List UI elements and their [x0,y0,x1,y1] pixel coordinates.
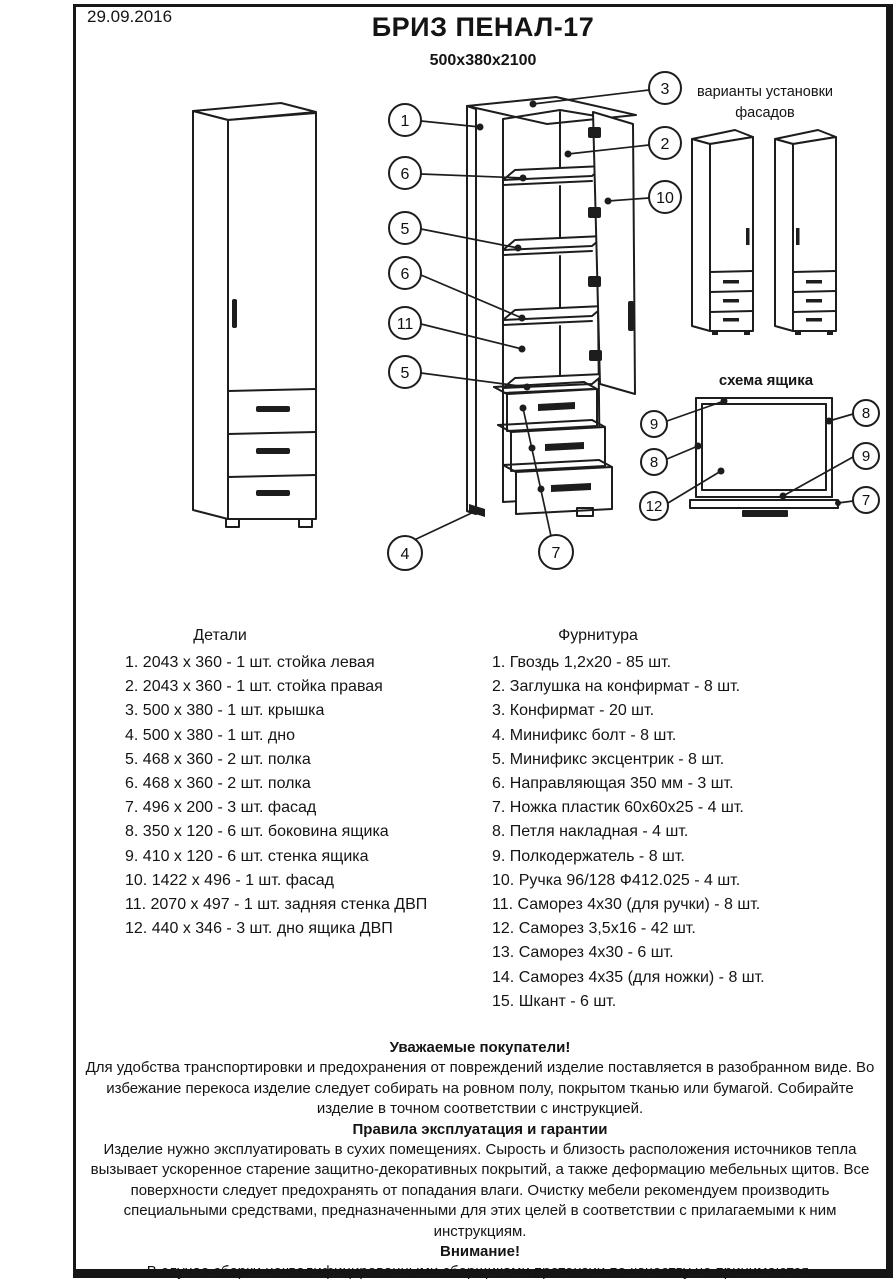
left-side-panel [467,106,476,514]
callout-label: 10 [656,190,674,207]
hardware-list-item: 3. Конфирмат - 20 шт. [492,702,655,720]
parts-list-item: 6. 468 х 360 - 2 шт. полка [125,775,311,793]
callout-9-left [641,411,667,437]
drawer-handle [806,299,822,303]
drawer-handle [806,318,822,322]
callout-label: 7 [861,492,871,509]
drawer-scheme [690,398,838,517]
hardware-list-item: 1. Гвоздь 1,2х20 - 85 шт. [492,654,672,671]
drawer-facade-top-view [690,500,838,508]
callout-6b [389,257,421,289]
warning-title: Внимание! [440,1243,520,1261]
callout-label: 8 [649,454,659,471]
callout-11 [389,307,421,339]
drawer-scheme-label: схема ящика [718,372,814,389]
product-dimensions: 500х380х2100 [429,52,537,69]
callout-8-right [853,400,879,426]
hardware-list-title: Фурнитура [558,627,638,644]
callout-label: 5 [400,365,410,382]
cabinet-foot [827,331,833,335]
parts-list-item: 3. 500 х 380 - 1 шт. крышка [125,702,325,720]
hardware-list-item: 6. Направляющая 350 мм - 3 шт. [492,775,734,793]
hardware-list-item: 4. Минификс болт - 8 шт. [492,726,677,744]
greeting-text: Для удобства транспортировки и предохранения от повреждений изделие поставляется в разобранном виде. Во избежание перекоса изделие следует собирать на ровном полу, покрытом тканью или бумагой. Собирайте изделие в точном соответствии с инструкцией. [85,1059,875,1118]
hardware-list-item: 15. Шкант - 6 шт. [492,992,617,1010]
drawer-handle [723,280,739,284]
callout-2 [649,127,681,159]
parts-list-item: 12. 440 х 346 - 3 шт. дно ящика ДВП [125,920,393,938]
callout-label: 9 [649,416,659,433]
callout-label: 7 [551,545,561,562]
callout-6 [389,157,421,189]
callout-5b [389,356,421,388]
parts-list-item: 10. 1422 х 496 - 1 шт. фасад [125,871,335,889]
callout-label: 6 [400,166,410,183]
exploded-cabinet-view [467,97,636,517]
drawer-handle [723,318,739,322]
hardware-list [492,651,765,1014]
callout-label: 12 [645,498,663,515]
drawer-handle [806,280,822,284]
hardware-list-item: 8. Петля накладная - 4 шт. [492,823,689,841]
door-handle [796,228,800,245]
facade-variant-left-hinged [692,130,753,335]
hardware-list-item: 14. Саморез 4х35 (для ножки) - 8 шт. [492,968,765,986]
callout-1 [389,104,421,136]
hardware-list-item: 11. Саморез 4х30 (для ручки) - 8 шт. [492,896,761,914]
callout-label: 6 [400,266,410,283]
door-handle [746,228,750,245]
rules-text: Изделие нужно эксплуатировать в сухих помещениях. Сырость и близость расположения источников тепла вызывает ускоренное старение защитно-декоративных покрытий, а также деформацию мебельных щитов. Все поверхности следует предохранять от попадания влаги. Очистку мебели рекомендуем производить специальными средствами, предназначенными для этих целей в соответствии с прилагаемыми к ним инструкциям. [90,1141,870,1240]
callout-12 [640,492,668,520]
revision-date: 29.09.2016 [87,7,173,26]
warning-text: В случае сборки неквалифицированными сборщиками претензии по качеству не принимаются. [146,1263,814,1281]
greeting-title: Уважаемые покупатели! [389,1039,571,1056]
footer-notes [80,1038,880,1283]
assembled-cabinet-view [193,103,316,527]
cabinet-side-panel [193,111,228,519]
rules-title: Правила эксплуатация и гарантии [352,1120,608,1138]
parts-list-item: 9. 410 х 120 - 6 шт. стенка ящика [125,847,369,865]
hinge [588,127,601,138]
drawer-handle [723,299,739,303]
hardware-list-item: 7. Ножка пластик 60х60х25 - 4 шт. [492,799,744,817]
hardware-list-item: 2. Заглушка на конфирмат - 8 шт. [492,678,741,696]
hardware-list-item: 10. Ручка 96/128 Ф412.025 - 4 шт. [492,871,741,889]
parts-list-item: 11. 2070 х 497 - 1 шт. задняя стенка ДВП [125,896,428,914]
parts-list-title: Детали [193,627,247,644]
callout-8-left [641,449,667,475]
parts-list-item: 2. 2043 х 360 - 1 шт. стойка правая [125,678,383,696]
parts-list-item: 7. 496 х 200 - 3 шт. фасад [125,799,317,817]
cabinet-foot [744,331,750,335]
cabinet-front [228,113,316,519]
callout-7 [539,535,573,569]
callout-label: 11 [396,316,414,333]
hinge [588,207,601,218]
drawer-handle [256,490,290,496]
callout-9-right [853,443,879,469]
parts-list [125,651,427,941]
page-title: БРИЗ ПЕНАЛ-17 [371,12,595,42]
facade-variants-label: варианты установки фасадов [696,84,834,121]
parts-list-item: 5. 468 х 360 - 2 шт. полка [125,750,311,768]
drawer-handle [256,406,290,412]
parts-list-item: 4. 500 х 380 - 1 шт. дно [125,726,295,744]
callout-label: 1 [400,113,410,130]
hardware-list-item: 12. Саморез 3,5х16 - 42 шт. [492,920,696,938]
drawer-handle [256,448,290,454]
callout-7-right [853,487,879,513]
hinge [589,350,602,361]
cabinet-foot [299,519,312,527]
callout-10 [649,181,681,213]
callout-label: 5 [400,221,410,238]
door-handle [232,299,237,328]
hardware-list-item: 9. Полкодержатель - 8 шт. [492,847,685,865]
facade-variant-right-hinged [775,130,836,335]
drawer-scheme-handle [742,510,788,517]
parts-list-item: 1. 2043 х 360 - 1 шт. стойка левая [125,654,375,671]
hardware-list-item: 13. Саморез 4х30 - 6 шт. [492,944,674,962]
callout-5 [389,212,421,244]
callout-label: 8 [861,405,871,422]
parts-list-item: 8. 350 х 120 - 6 шт. боковина ящика [125,823,389,841]
callout-label: 4 [400,546,410,563]
cabinet-foot [226,519,239,527]
hinge [588,276,601,287]
hardware-list-item: 5. Минификс эксцентрик - 8 шт. [492,750,725,768]
door-handle [628,301,634,331]
cabinet-foot [795,331,801,335]
cabinet-foot [712,331,718,335]
callout-label: 9 [861,448,871,465]
callout-3 [649,72,681,104]
callout-label: 2 [660,136,670,153]
shelf [503,306,604,320]
callout-label: 3 [660,81,670,98]
callout-4 [388,536,422,570]
